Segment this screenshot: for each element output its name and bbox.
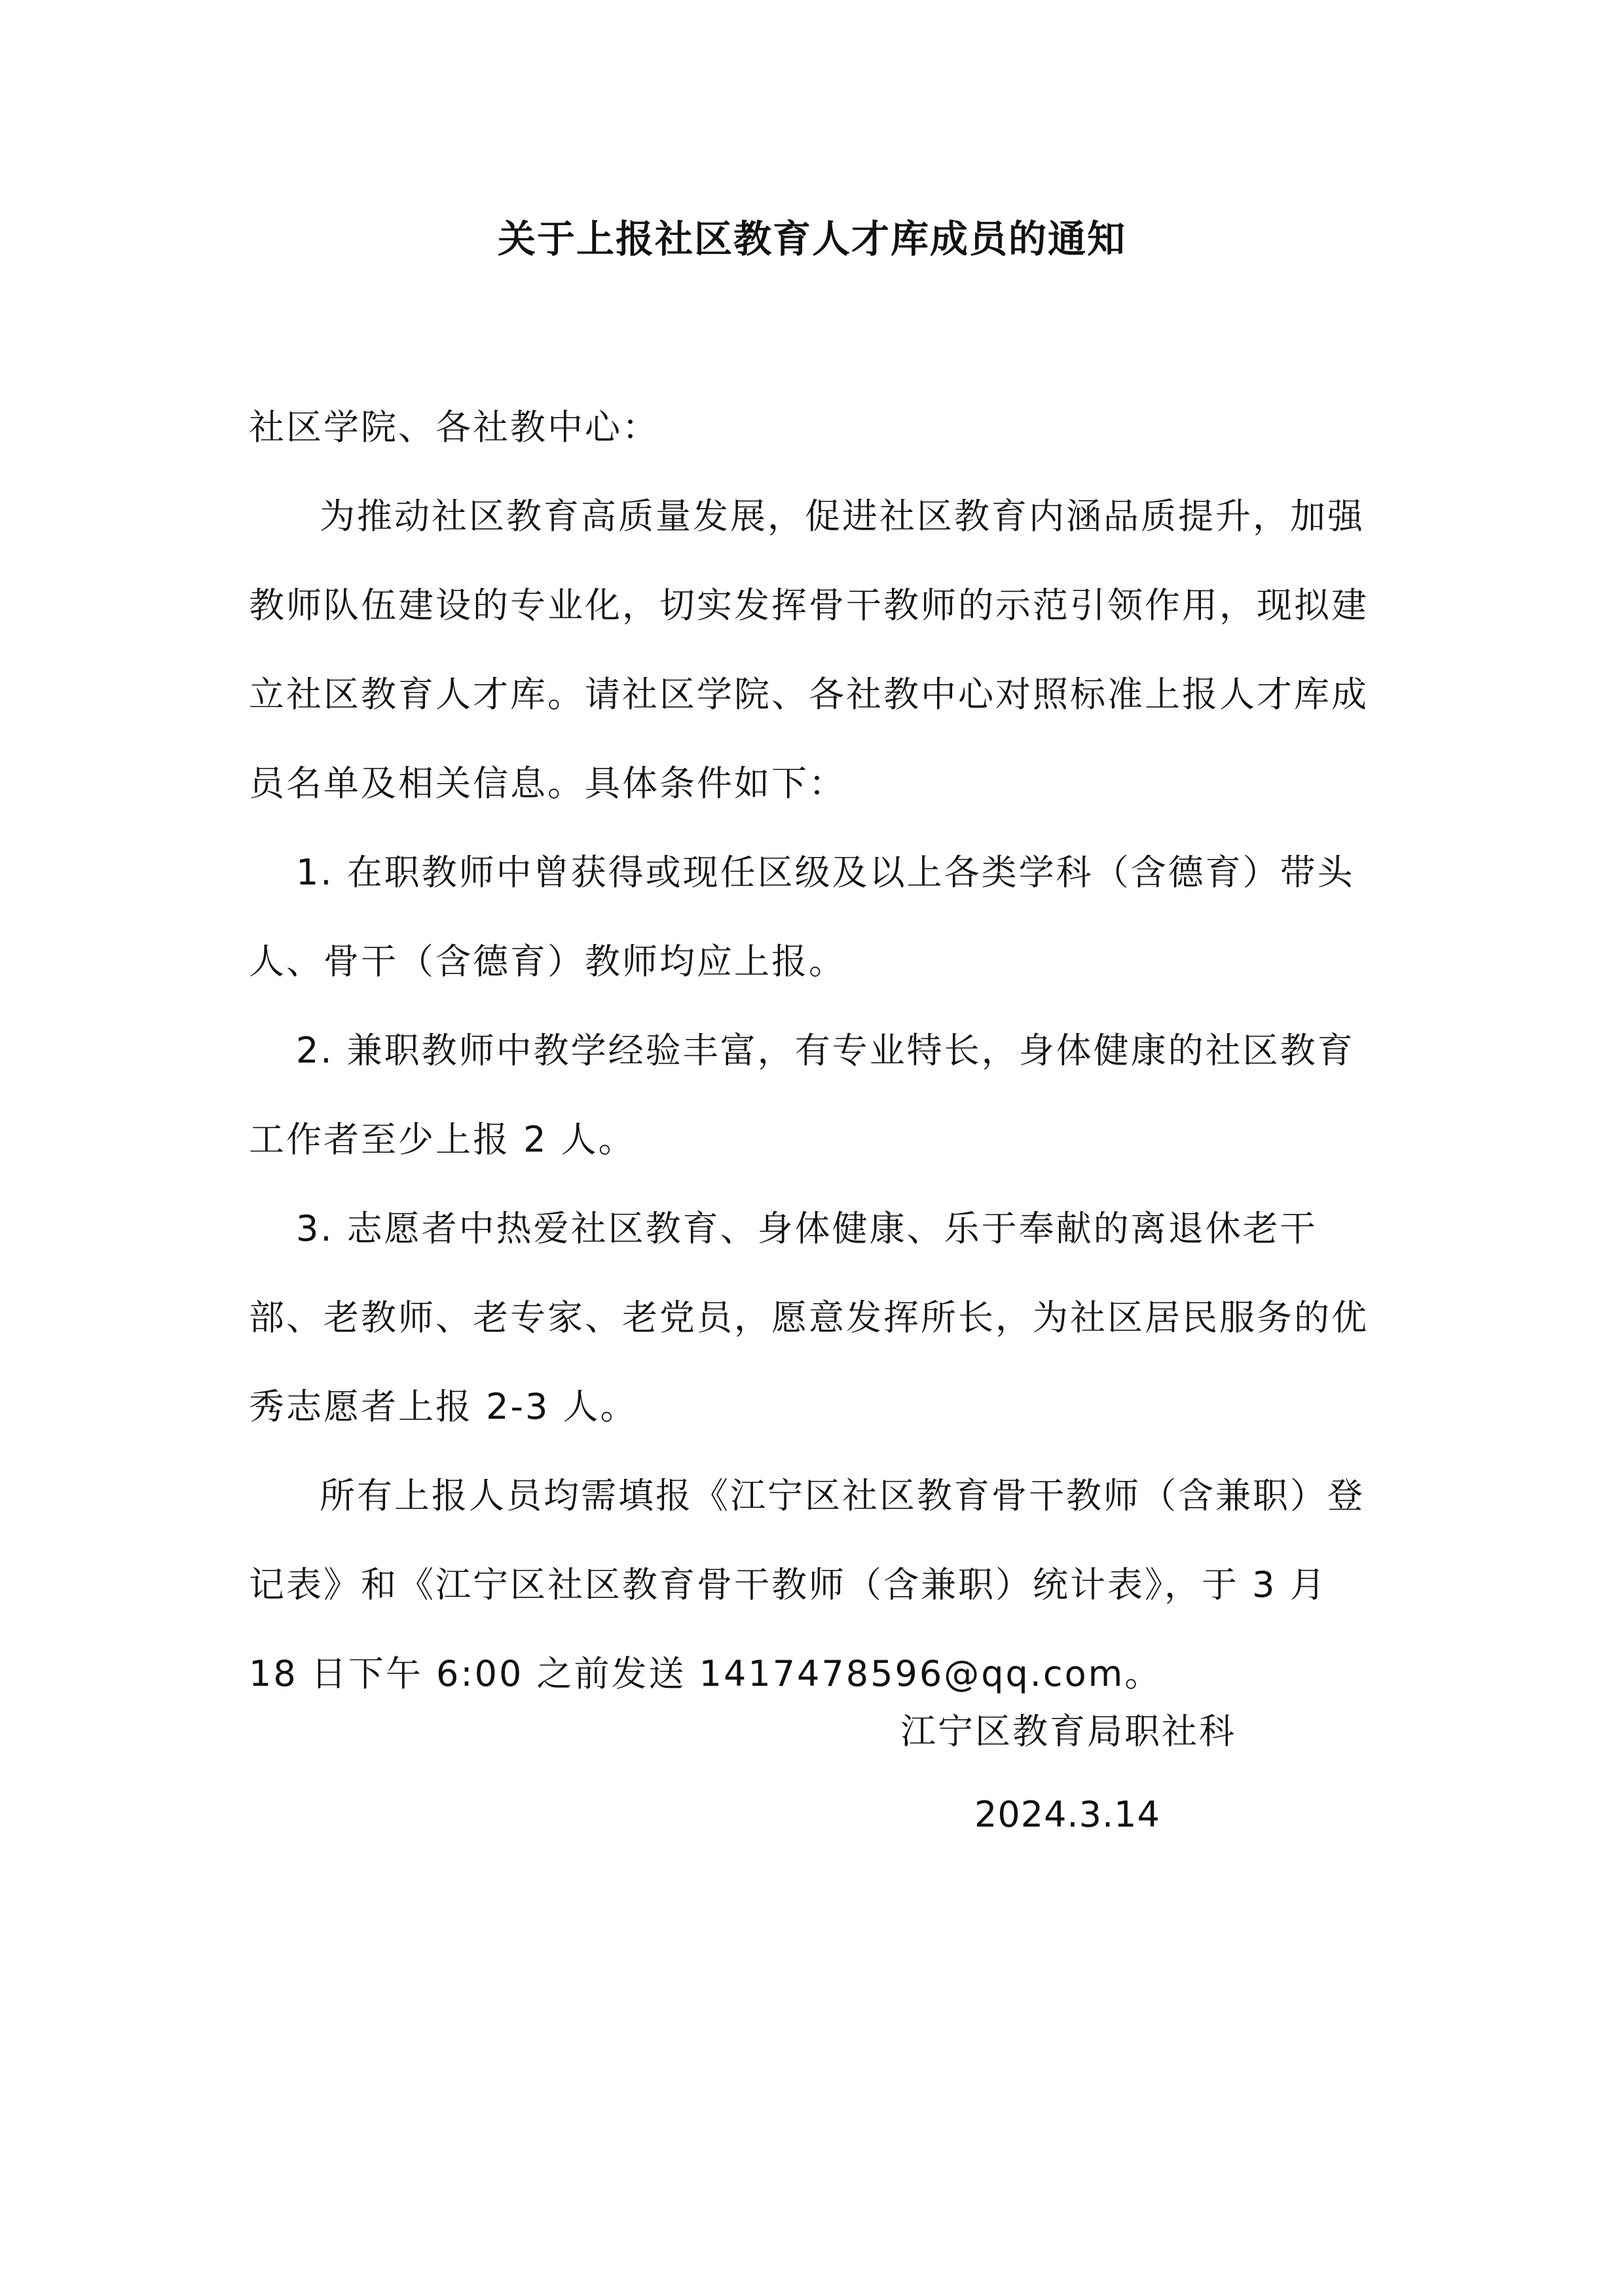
submission-paragraph: 所有上报人员均需填报《江宁区社区教育骨干教师（含兼职）登记表》和《江宁区社区教育骨干教师（含兼职）统计表》，于 3 月 18 日下午 6:00 之前发送 1417478596@qq.com。: [249, 1475, 1365, 1694]
signature-date: 2024.3.14: [974, 1794, 1160, 1835]
document-title: 关于上报社区教育人才库成员的通知: [497, 217, 1126, 261]
intro-paragraph: 为推动社区教育高质量发展，促进社区教育内涵品质提升，加强教师队伍建设的专业化，切实发挥骨干教师的示范引领作用，现拟建立社区教育人才库。请社区学院、各社教中心对照标准上报人才库成员名单及相关信息。具体条件如下：: [249, 496, 1369, 804]
condition-item-2: 2. 兼职教师中教学经验丰富，有专业特长，身体健康的社区教育工作者至少上报 2 人。: [249, 1030, 1355, 1160]
condition-item-1: 1. 在职教师中曾获得或现任区级及以上各类学科（含德育）带头人、骨干（含德育）教师均应上报。: [249, 852, 1355, 982]
signature-organization: 江宁区教育局职社科: [900, 1711, 1236, 1752]
condition-item-3: 3. 志愿者中热爱社区教育、身体健康、乐于奉献的离退休老干部、老教师、老专家、老党员，愿意发挥所长，为社区居民服务的优秀志愿者上报 2-3 人。: [249, 1208, 1369, 1427]
salutation: 社区学院、各社教中心：: [249, 407, 659, 448]
document-body: [249, 383, 1388, 1719]
